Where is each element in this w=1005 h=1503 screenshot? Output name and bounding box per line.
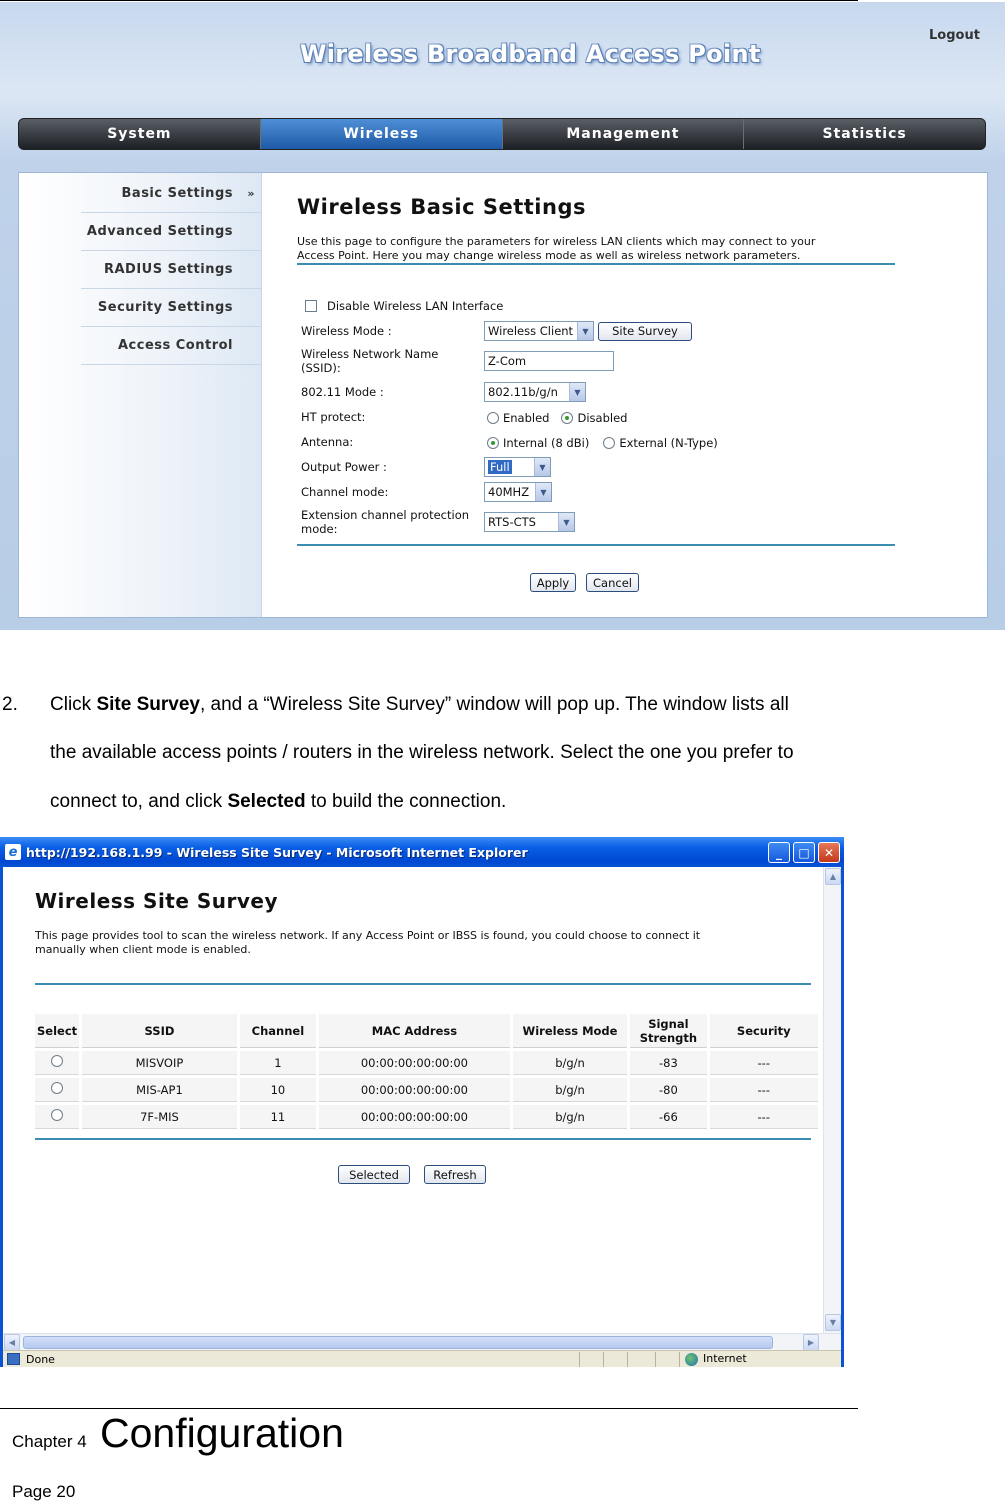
status-bar xyxy=(3,1350,841,1367)
antenna-external-radio[interactable] xyxy=(603,437,615,449)
main-nav xyxy=(18,118,986,150)
sidebar-item-security-settings[interactable] xyxy=(81,289,261,327)
table-header-row xyxy=(35,1014,818,1048)
close-button[interactable]: ✕ xyxy=(818,842,840,863)
mode-80211-label: 802.11 Mode : xyxy=(301,385,384,399)
refresh-button[interactable]: Refresh xyxy=(424,1165,486,1184)
settings-panel xyxy=(18,172,988,618)
tab-statistics[interactable]: Statistics xyxy=(822,126,907,142)
sidebar-item-label: Basic Settings xyxy=(121,186,233,201)
ssid-cell: MISVOIP xyxy=(82,1051,237,1075)
header-line: Signal xyxy=(648,1016,689,1031)
security-cell: --- xyxy=(710,1051,818,1075)
table-row xyxy=(35,1078,818,1102)
description-line: Use this page to configure the parameters for wireless LAN clients which may connect to your xyxy=(297,235,816,248)
text: , and a “Wireless Site Survey” window will pop up. The window lists all xyxy=(199,694,789,715)
chevron-down-icon: ▼ xyxy=(569,383,585,401)
header-line: Strength xyxy=(639,1030,698,1045)
channel-mode-select[interactable] xyxy=(484,482,552,502)
wireless-mode-row xyxy=(484,321,692,341)
text: connect to, and click xyxy=(50,791,228,812)
output-power-value: Full xyxy=(490,460,510,474)
disable-wlan-checkbox[interactable] xyxy=(305,300,317,312)
col-mode: Wireless Mode xyxy=(513,1014,627,1048)
status-separator xyxy=(579,1352,580,1367)
sidebar-item-basic-settings[interactable] xyxy=(81,175,261,213)
select-cell xyxy=(35,1051,79,1075)
ext-channel-label-line: mode: xyxy=(301,522,338,536)
security-cell: --- xyxy=(710,1105,818,1129)
wireless-mode-value: Wireless Client xyxy=(488,324,574,338)
signal-cell: -66 xyxy=(630,1105,706,1129)
text: to build the connection. xyxy=(305,791,507,812)
footer-rule xyxy=(0,1408,858,1409)
tab-wireless[interactable]: Wireless xyxy=(261,119,503,149)
ssid-input[interactable]: Z-Com xyxy=(484,351,614,371)
site-survey-table xyxy=(32,1011,821,1132)
ssid-row xyxy=(484,351,614,371)
sidebar xyxy=(19,173,262,617)
ext-channel-label xyxy=(301,508,469,536)
divider xyxy=(35,1138,811,1140)
status-text: Done xyxy=(26,1352,55,1366)
step-number: 2. xyxy=(2,694,18,715)
output-power-label: Output Power : xyxy=(301,460,387,474)
col-channel: Channel xyxy=(240,1014,316,1048)
sidebar-item-label: Access Control xyxy=(117,338,233,353)
scroll-up-icon[interactable]: ▲ xyxy=(825,868,841,885)
page-title: Wireless Basic Settings xyxy=(297,195,586,219)
scroll-left-icon[interactable]: ◀ xyxy=(4,1334,20,1351)
ht-protect-row xyxy=(487,411,627,425)
scroll-down-icon[interactable]: ▼ xyxy=(825,1314,841,1331)
scroll-right-icon[interactable]: ▶ xyxy=(803,1334,819,1351)
chevron-down-icon: ▼ xyxy=(535,483,551,501)
ssid-label-line: Wireless Network Name xyxy=(301,347,439,361)
site-survey-button[interactable]: Site Survey xyxy=(598,322,692,341)
chevron-down-icon: ▼ xyxy=(558,513,574,531)
window-titlebar[interactable] xyxy=(0,837,844,867)
page-description xyxy=(35,929,820,957)
selected-button[interactable]: Selected xyxy=(338,1165,410,1184)
mode-cell: b/g/n xyxy=(513,1078,627,1102)
select-cell xyxy=(35,1105,79,1129)
text: Click xyxy=(50,694,97,715)
ap-screenshot xyxy=(0,2,1005,630)
ssid-label xyxy=(301,347,438,375)
description-line: This page provides tool to scan the wireless network. If any Access Point or IBSS is found, you could choose to connect it xyxy=(35,929,701,942)
instruction-line-2: the available access points / routers in the wireless network. Select the one you prefer to xyxy=(50,742,794,763)
select-radio[interactable] xyxy=(51,1055,63,1067)
survey-actions xyxy=(338,1165,486,1184)
ht-disabled-radio[interactable] xyxy=(561,412,573,424)
security-cell: --- xyxy=(710,1078,818,1102)
select-cell xyxy=(35,1078,79,1102)
description-line: manually when client mode is enabled. xyxy=(35,943,251,956)
tab-system[interactable]: System xyxy=(19,119,261,149)
security-zone: Internet xyxy=(703,1352,747,1365)
sidebar-item-access-control[interactable] xyxy=(81,327,261,365)
sidebar-item-radius-settings[interactable] xyxy=(81,251,261,289)
mode-80211-value: 802.11b/g/n xyxy=(488,385,558,399)
ht-protect-label: HT protect: xyxy=(301,410,366,424)
divider xyxy=(297,544,895,546)
form-actions xyxy=(530,573,639,592)
chevron-down-icon: ▼ xyxy=(577,322,593,340)
mode-cell: b/g/n xyxy=(513,1051,627,1075)
window-title: http://192.168.1.99 - Wireless Site Survey - Microsoft Internet Explorer xyxy=(26,845,528,860)
maximize-button[interactable]: □ xyxy=(793,842,815,863)
ext-channel-label-line: Extension channel protection xyxy=(301,508,470,522)
logout-link[interactable]: Logout xyxy=(929,28,980,43)
table-row xyxy=(35,1051,818,1075)
channel-mode-value: 40MHZ xyxy=(488,485,530,499)
antenna-internal-label: Internal (8 dBi) xyxy=(503,436,590,450)
footer-page-number: Page 20 xyxy=(12,1482,76,1501)
mac-cell: 00:00:00:00:00:00 xyxy=(319,1051,510,1075)
instruction-line-3 xyxy=(50,791,506,813)
status-separator xyxy=(627,1352,628,1367)
disable-wlan-label: Disable Wireless LAN Interface xyxy=(327,299,504,313)
footer-section-title: Configuration xyxy=(100,1410,344,1456)
browser-viewport xyxy=(3,867,841,1333)
select-radio[interactable] xyxy=(51,1109,63,1121)
ssid-label-line: (SSID): xyxy=(301,361,341,375)
col-signal xyxy=(630,1014,706,1048)
mode-80211-row xyxy=(484,382,586,402)
page-description xyxy=(297,235,897,263)
col-select: Select xyxy=(35,1014,79,1048)
channel-mode-label: Channel mode: xyxy=(301,485,389,499)
antenna-label: Antenna: xyxy=(301,435,354,449)
ie-window xyxy=(0,837,844,1367)
globe-icon xyxy=(685,1353,698,1366)
output-power-select[interactable] xyxy=(484,457,551,477)
ssid-cell: 7F-MIS xyxy=(82,1105,237,1129)
footer-chapter: Chapter 4 xyxy=(12,1432,87,1451)
page-title: Wireless Site Survey xyxy=(35,889,279,913)
mac-cell: 00:00:00:00:00:00 xyxy=(319,1078,510,1102)
sidebar-item-label: Security Settings xyxy=(97,300,233,315)
minimize-button[interactable]: _ xyxy=(768,842,790,863)
divider xyxy=(35,983,811,985)
wireless-mode-label: Wireless Mode : xyxy=(301,324,392,338)
col-mac: MAC Address xyxy=(319,1014,510,1048)
antenna-row xyxy=(487,436,718,450)
ie-logo-icon: e xyxy=(5,844,21,860)
select-radio[interactable] xyxy=(51,1082,63,1094)
disable-wlan-row xyxy=(305,299,503,313)
chevron-down-icon: ▼ xyxy=(534,458,550,476)
wireless-mode-select[interactable] xyxy=(484,321,594,341)
mode-cell: b/g/n xyxy=(513,1105,627,1129)
description-line: Access Point. Here you may change wireless mode as well as wireless network parameters. xyxy=(297,249,801,262)
apply-button[interactable]: Apply xyxy=(530,573,576,592)
double-arrow-icon: » xyxy=(247,187,255,200)
cancel-button[interactable]: Cancel xyxy=(586,573,639,592)
table-row xyxy=(35,1105,818,1129)
signal-cell: -83 xyxy=(630,1051,706,1075)
sidebar-item-advanced-settings[interactable] xyxy=(81,213,261,251)
sidebar-item-label: RADIUS Settings xyxy=(103,262,233,277)
ht-enabled-radio[interactable] xyxy=(487,412,499,424)
signal-cell: -80 xyxy=(630,1078,706,1102)
antenna-external-label: External (N-Type) xyxy=(619,436,718,450)
bold-text: Selected xyxy=(227,791,306,812)
status-separator xyxy=(603,1352,604,1367)
divider xyxy=(297,263,895,265)
col-security: Security xyxy=(710,1014,818,1048)
ext-channel-row xyxy=(484,512,575,532)
output-power-row xyxy=(484,457,551,477)
bold-text: Site Survey xyxy=(96,694,200,715)
col-ssid: SSID xyxy=(82,1014,237,1048)
top-rule xyxy=(0,0,858,1)
basic-settings-content xyxy=(297,195,897,590)
channel-cell: 11 xyxy=(240,1105,316,1129)
channel-cell: 1 xyxy=(240,1051,316,1075)
antenna-internal-radio[interactable] xyxy=(487,437,499,449)
scroll-thumb[interactable] xyxy=(23,1336,773,1349)
site-survey-content xyxy=(35,889,820,1182)
ext-channel-select[interactable] xyxy=(484,512,575,532)
vertical-scrollbar[interactable] xyxy=(823,867,841,1333)
status-separator xyxy=(679,1352,680,1367)
ht-disabled-label: Disabled xyxy=(577,411,628,425)
ssid-cell: MIS-AP1 xyxy=(82,1078,237,1102)
ht-enabled-label: Enabled xyxy=(503,411,550,425)
instruction-line-1 xyxy=(50,694,789,716)
tab-management[interactable]: Management xyxy=(503,119,745,149)
channel-mode-row xyxy=(484,482,552,502)
ext-channel-value: RTS-CTS xyxy=(488,515,536,529)
mac-cell: 00:00:00:00:00:00 xyxy=(319,1105,510,1129)
mode-80211-select[interactable] xyxy=(484,382,586,402)
page-icon xyxy=(7,1353,20,1365)
channel-cell: 10 xyxy=(240,1078,316,1102)
horizontal-scrollbar[interactable] xyxy=(3,1333,841,1350)
ap-header-title: Wireless Broadband Access Point xyxy=(300,40,761,68)
sidebar-item-label: Advanced Settings xyxy=(86,224,233,239)
status-separator xyxy=(655,1352,656,1367)
